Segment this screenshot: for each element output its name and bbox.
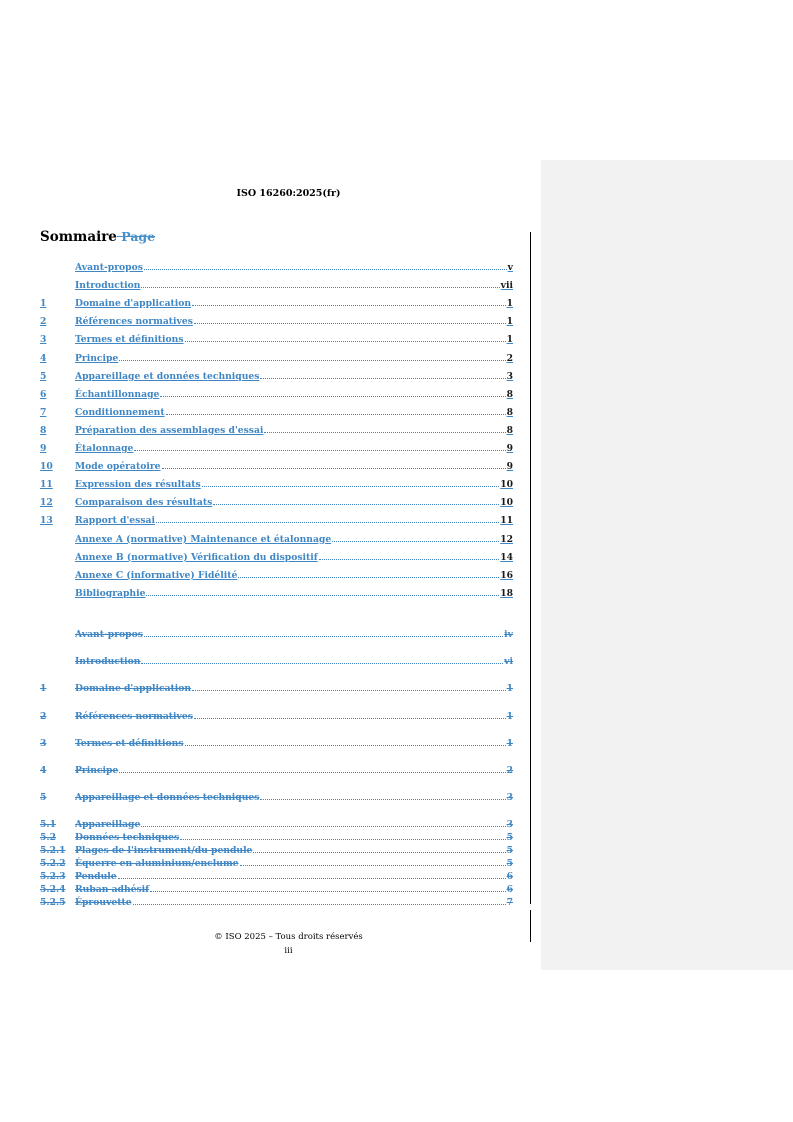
toc-entry-page: 8 <box>506 406 513 418</box>
toc-entry-page: 16 <box>500 569 513 581</box>
toc-entry-page: 14 <box>500 551 513 563</box>
toc-entry[interactable] <box>40 422 513 436</box>
toc-entry-title: Préparation des assemblages d'essai <box>75 424 264 436</box>
toc-deleted-entry[interactable] <box>40 894 513 908</box>
toc-entry-title: Références normatives <box>75 316 193 328</box>
toc-entry-page: 5 <box>506 858 513 869</box>
toc-leader-dots <box>192 305 506 306</box>
footer-copyright: © ISO 2025 – Tous droits réservés <box>214 932 363 942</box>
toc-leader-dots <box>119 772 505 773</box>
toc-entry[interactable] <box>40 585 513 599</box>
toc-leader-dots <box>185 745 506 746</box>
toc-entry-page: 3 <box>506 792 513 803</box>
toc-leader-dots <box>119 360 505 361</box>
toc-entry-page: 1 <box>506 711 513 722</box>
toc-entry[interactable] <box>40 368 513 382</box>
toc-deleted-entry[interactable] <box>40 735 513 749</box>
toc-entry[interactable] <box>40 476 513 490</box>
toc-entry-number: 4 <box>40 352 47 364</box>
toc-leader-dots <box>133 904 506 905</box>
toc-deleted-entry[interactable] <box>40 881 513 895</box>
toc-entry-number: 5.2.4 <box>40 884 66 895</box>
toc-leader-dots <box>194 323 506 324</box>
toc-entry-page: 5 <box>506 845 513 856</box>
toc-heading <box>40 229 155 245</box>
toc-entry-number: 13 <box>40 515 53 527</box>
toc-entry-number: 1 <box>40 298 47 310</box>
toc-entry-title: Bibliographie <box>75 587 146 599</box>
toc-entry-page: 3 <box>506 819 513 830</box>
toc-leader-dots <box>180 839 505 840</box>
toc-entry-page: 6 <box>506 871 513 882</box>
toc-entry-page: 10 <box>500 497 513 509</box>
toc-deleted-entry[interactable] <box>40 829 513 843</box>
toc-entry-title: Avant-propos <box>75 262 143 273</box>
toc-entry-number: 7 <box>40 406 47 418</box>
toc-entry[interactable] <box>40 440 513 454</box>
toc-deleted-entry[interactable] <box>40 680 513 694</box>
toc-entry-page: iv <box>504 629 513 640</box>
toc-deleted-entry[interactable] <box>40 789 513 803</box>
toc-entry-title: Domaine d'application <box>75 683 192 694</box>
toc-entry-page: 5 <box>506 832 513 843</box>
toc-entry-page: 2 <box>506 352 513 364</box>
toc-deleted-entry[interactable] <box>40 762 513 776</box>
toc-leader-dots <box>319 559 500 560</box>
toc-leader-dots <box>253 852 505 853</box>
toc-entry[interactable] <box>40 458 513 472</box>
toc-entry-page: 8 <box>506 424 513 436</box>
toc-entry-page: 12 <box>500 533 513 545</box>
toc-entry-title: Étalonnage <box>75 443 134 454</box>
toc-leader-dots <box>134 450 505 451</box>
toc-entry-title: Introduction <box>75 280 141 292</box>
toc-entry-title: Annexe B (normative) Vérification du dispositif <box>75 551 318 563</box>
toc-leader-dots <box>264 432 505 433</box>
toc-entry-title: Annexe A (normative) Maintenance et étalonnage <box>75 533 332 545</box>
toc-leader-dots <box>144 636 503 637</box>
footer-page-number: iii <box>284 946 293 956</box>
toc-entry-number: 5.2 <box>40 832 56 843</box>
toc-entry-number: 5.1 <box>40 819 56 830</box>
toc-entry-page: vii <box>500 280 513 292</box>
toc-leader-dots <box>166 414 506 415</box>
toc-entry-number: 1 <box>40 683 47 694</box>
toc-leader-dots <box>160 396 505 397</box>
toc-entry-number: 5 <box>40 792 47 803</box>
toc-entry-title: Références normatives <box>75 711 193 722</box>
toc-entry-title: Échantillonnage <box>75 388 160 400</box>
toc-entry-number: 12 <box>40 497 53 509</box>
toc-entry-title: Introduction <box>75 656 141 667</box>
toc-entry-title: Principe <box>75 765 119 776</box>
toc-heading-text: Sommaire <box>40 229 117 245</box>
toc-entry[interactable] <box>40 549 513 563</box>
toc-leader-dots <box>141 287 499 288</box>
toc-entry-title: Comparaison des résultats <box>75 497 213 509</box>
toc-leader-dots <box>150 891 506 892</box>
toc-entry[interactable] <box>40 567 513 581</box>
toc-entry-number: 11 <box>40 479 53 491</box>
toc-leader-dots <box>238 577 499 578</box>
comments-pane <box>541 160 793 970</box>
toc-entry-title: Annexe C (informative) Fidélité <box>75 569 238 581</box>
toc-entry-title: Pendule <box>75 871 117 882</box>
toc-entry-page: 2 <box>506 765 513 776</box>
toc-leader-dots <box>144 269 507 270</box>
toc-entry-title: Ruban adhésif <box>75 884 150 895</box>
toc-entry[interactable] <box>40 404 513 418</box>
toc-deleted-entry[interactable] <box>40 842 513 856</box>
toc-entry-number: 5.2.1 <box>40 845 66 856</box>
toc-entry-title: Appareillage et données techniques <box>75 370 260 382</box>
toc-entry-page: 1 <box>506 738 513 749</box>
toc-entry-page: 1 <box>506 316 513 328</box>
toc-entry[interactable] <box>40 277 513 291</box>
toc-entry[interactable] <box>40 259 513 273</box>
toc-entry-number: 2 <box>40 711 47 722</box>
toc-entry-number: 3 <box>40 738 47 749</box>
toc-leader-dots <box>141 663 503 664</box>
toc-entry-number: 5.2.5 <box>40 897 66 908</box>
toc-entry-number: 3 <box>40 334 47 346</box>
toc-leader-dots <box>202 486 499 487</box>
toc-deleted-entry[interactable] <box>40 626 513 640</box>
toc-entry-title: Domaine d'application <box>75 298 192 310</box>
toc-leader-dots <box>185 341 506 342</box>
toc-entry[interactable] <box>40 531 513 545</box>
toc-leader-dots <box>213 504 499 505</box>
toc-entry-title: Plages de l'instrument/du pendule <box>75 845 253 856</box>
toc-entry[interactable] <box>40 512 513 526</box>
toc-entry-page: 9 <box>506 461 513 473</box>
toc-leader-dots <box>192 690 506 691</box>
toc-entry-number: 5 <box>40 370 47 382</box>
toc-leader-dots <box>146 595 499 596</box>
toc-deleted-entry[interactable] <box>40 868 513 882</box>
toc-entry[interactable] <box>40 350 513 364</box>
toc-entry-page: 6 <box>506 884 513 895</box>
toc-entry-title: Appareillage <box>75 819 141 830</box>
toc-leader-dots <box>260 378 505 379</box>
toc-entry-title: Données techniques <box>75 832 180 843</box>
toc-leader-dots <box>260 799 505 800</box>
toc-heading-deleted-page: Page <box>116 229 156 244</box>
toc-entry-title: Expression des résultats <box>75 479 201 491</box>
toc-entry-number: 6 <box>40 388 47 400</box>
toc-entry[interactable] <box>40 331 513 345</box>
toc-entry-title: Termes et définitions <box>75 738 184 749</box>
toc-entry-title: Termes et définitions <box>75 334 184 346</box>
toc-entry-page: 10 <box>500 479 513 491</box>
toc-entry[interactable] <box>40 313 513 327</box>
toc-entry-number: 4 <box>40 765 47 776</box>
toc-entry-title: Principe <box>75 352 119 364</box>
toc-entry-page: 1 <box>506 334 513 346</box>
toc-deleted-entry[interactable] <box>40 816 513 830</box>
toc-leader-dots <box>141 826 505 827</box>
toc-entry-page: 3 <box>506 370 513 382</box>
toc-entry-number: 8 <box>40 424 47 436</box>
document-id: ISO 16260:2025(fr) <box>236 188 341 199</box>
toc-entry-title: Équerre en aluminium/enclume <box>75 858 239 869</box>
toc-entry-title: Conditionnement <box>75 406 165 418</box>
toc-entry[interactable] <box>40 386 513 400</box>
toc-entry[interactable] <box>40 494 513 508</box>
toc-deleted-entry[interactable] <box>40 708 513 722</box>
toc-entry-page: 1 <box>506 683 513 694</box>
toc-entry-title: Éprouvette <box>75 897 132 908</box>
toc-entry-page: 8 <box>506 388 513 400</box>
change-bar <box>530 232 531 904</box>
toc-entry-number: 5.2.3 <box>40 871 66 882</box>
toc-leader-dots <box>118 878 506 879</box>
toc-leader-dots <box>162 468 506 469</box>
toc-entry-page: vi <box>504 656 513 667</box>
toc-entry-title: Rapport d'essai <box>75 515 155 527</box>
toc-entry-number: 10 <box>40 461 53 473</box>
toc-entry-title: Mode opératoire <box>75 461 161 473</box>
toc-entry-number: 9 <box>40 443 47 454</box>
toc-entry-number: 5.2.2 <box>40 858 66 869</box>
toc-leader-dots <box>332 541 499 542</box>
toc-entry-page: 18 <box>500 587 513 599</box>
toc-entry[interactable] <box>40 295 513 309</box>
toc-entry-page: 7 <box>506 897 513 908</box>
toc-entry-title: Appareillage et données techniques <box>75 792 260 803</box>
toc-entry-page: 1 <box>506 298 513 310</box>
toc-entry-page: 11 <box>500 515 513 527</box>
toc-leader-dots <box>194 718 506 719</box>
toc-deleted-entry[interactable] <box>40 855 513 869</box>
toc-deleted-entry[interactable] <box>40 653 513 667</box>
toc-entry-page: v <box>507 262 513 273</box>
toc-entry-number: 2 <box>40 316 47 328</box>
toc-entry-page: 9 <box>506 443 513 454</box>
toc-entry-title: Avant-propos <box>75 629 143 640</box>
toc-leader-dots <box>156 522 499 523</box>
toc-leader-dots <box>240 865 506 866</box>
